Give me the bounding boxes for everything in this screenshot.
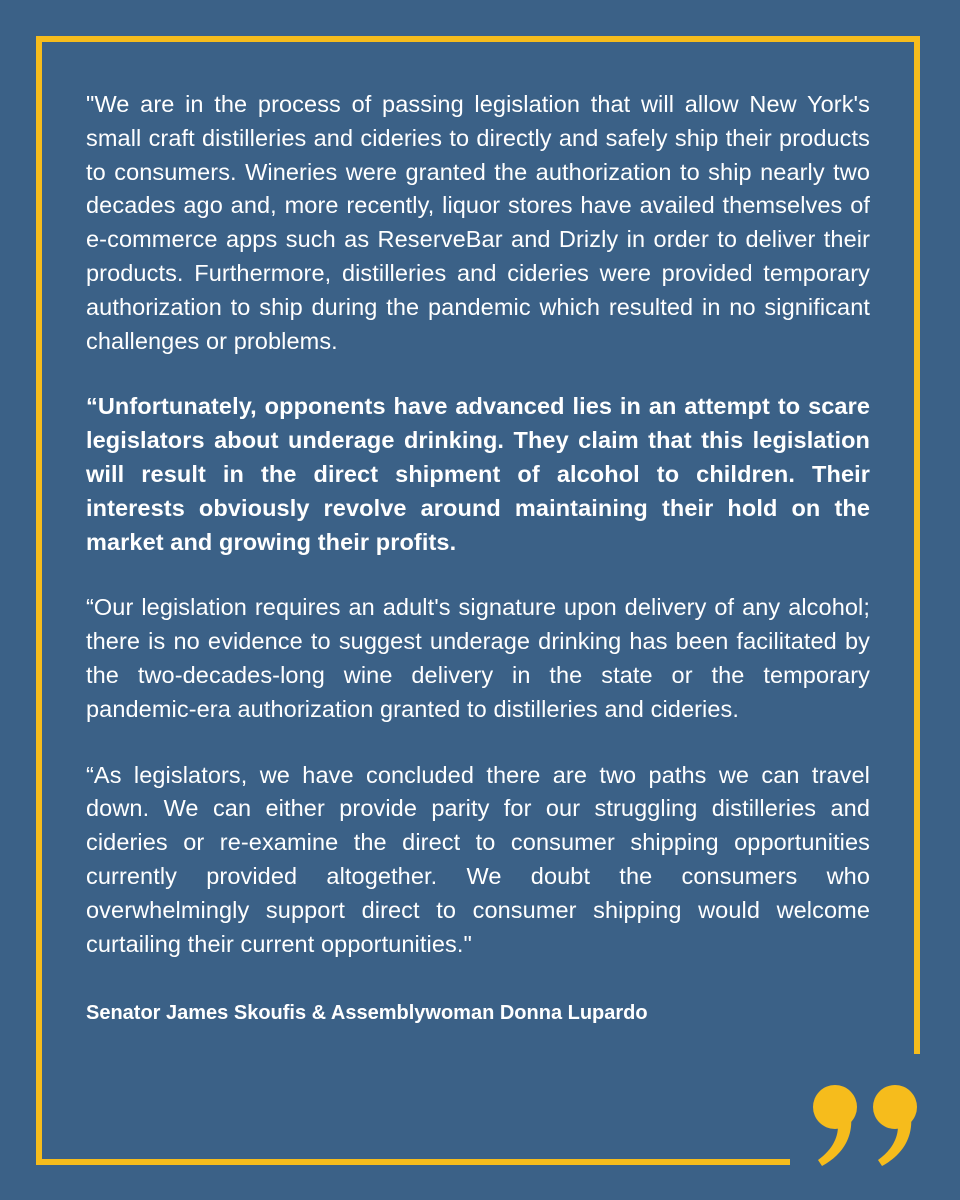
quote-paragraph-3: “Our legislation requires an adult's signature upon delivery of any alcohol; there is no evidence to suggest underage drinking has been facilitated by the two-decades-long wine delivery in the state or the temporary pandemic-era authorization granted to distilleries and cideries.	[86, 594, 870, 722]
quote-block	[86, 88, 870, 1027]
closing-quote-icon	[810, 1080, 924, 1172]
quote-paragraph-2: “Unfortunately, opponents have advanced lies in an attempt to scare legislators about underage drinking. They claim that this legislation will result in the direct shipment of alcohol to children. Their interests obviously revolve around maintaining their hold on the market and growing their profits.	[86, 393, 870, 555]
quote-paragraph-4: “As legislators, we have concluded there are two paths we can travel down. We can either provide parity for our struggling distilleries and cideries or re-examine the direct to consumer shipping opportunities currently provided altogether. We doubt the consumers who overwhelmingly support direct to consumer shipping would welcome curtailing their current opportunities."	[86, 761, 870, 957]
attribution: Senator James Skoufis & Assemblywoman Donna Lupardo	[86, 1002, 648, 1025]
quote-paragraph-1: "We are in the process of passing legislation that will allow New York's small craft distilleries and cideries to directly and safely ship their products to consumers. Wineries were granted the authorization to ship nearly two decades ago and, more recently, liquor stores have availed themselves of e-commerce apps such as ReserveBar and Drizly in order to deliver their products. Furthermore, distilleries and cideries were provided temporary authorization to ship during the pandemic which resulted in no significant challenges or problems.	[86, 91, 870, 354]
